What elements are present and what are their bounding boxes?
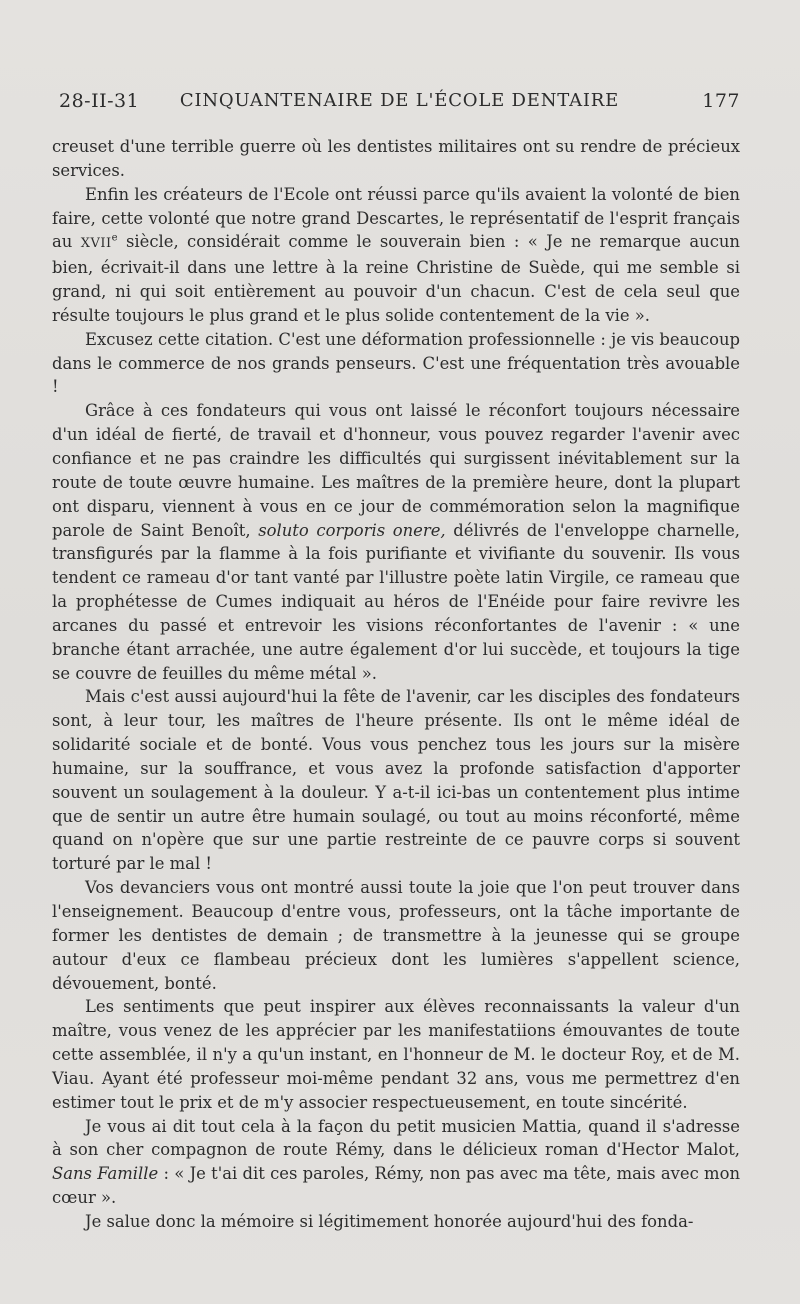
book-title: Sans Famille bbox=[52, 1164, 159, 1184]
latin-quote: soluto corporis onere, bbox=[258, 520, 446, 540]
paragraph-citation: Excusez cette citation. C'est une déformation professionnelle : je vis beaucoup dans le commerce de nos grands penseurs. C'est une fréquentation très avouable ! bbox=[52, 329, 740, 397]
header-title: CINQUANTENAIRE DE L'ÉCOLE DENTAIRE bbox=[179, 90, 620, 111]
header-date: 28-II-31 bbox=[59, 90, 140, 112]
paragraph-future: Mais c'est aussi aujourd'hui la fête de l'avenir, car les disciples des fondateurs sont, à leur tour, les maîtres de l'heure présente. Ils ont le même idéal de solidarité sociale et de bonté. Vous vous penchez tous les jours sur la misère humaine, sur la souffrance, et vous avez la profonde satisfaction d'apporter souvent un soulagement à la douleur. Y a-t-il ici-bas un contentement plus intime que de sentir un autre être humain soulagé, ou tout au moins réconforté, même quand on n'opère que sur une partie restreinte de ce pauvre corps si souvent torturé par le mal ! bbox=[52, 687, 740, 874]
page-number: 177 bbox=[702, 90, 740, 112]
century-superscript: e bbox=[111, 232, 118, 244]
paragraph-sentiments: Les sentiments que peut inspirer aux élèves reconnaissants la valeur d'un maître, vous venez de les apprécier par les manifestatiions émouvantes de toute cette assemblée, il n'y a qu'un instant, en l'honneur de M. le docteur Roy, et de M. Viau. Ayant été professeur moi-même pendant 32 ans, vous me permettrez d'en estimer tout le prix et de m'y associer respectueusement, en toute sincérité. bbox=[52, 997, 740, 1112]
paragraph-closing: Je salue donc la mémoire si légitimement honorée aujourd'hui des fonda- bbox=[85, 1211, 694, 1231]
paragraph-descartes: Enfin les créateurs de l'Ecole ont réussi parce qu'ils avaient la volonté de bien faire, cette volonté que notre grand Descartes, le représentatif de l'esprit français au XVIIe siècle, considérait comme le souverain bien : « Je ne remarque aucun bien, écrivait-il dans une lettre à la reine Christine de Suède, qui me semble si grand, ni qui soit entièrement au pouvoir d'un chacun. C'est de cela seul que résulte toujours le plus grand et le plus solide contentement de la vie ». bbox=[52, 184, 740, 325]
body-text bbox=[52, 135, 740, 1234]
century-numeral: XVII bbox=[80, 236, 112, 252]
paragraph-founders: Grâce à ces fondateurs qui vous ont laissé le réconfort toujours nécessaire d'un idéal de fierté, de travail et d'honneur, vous pouvez regarder l'avenir avec confiance et ne pas craindre les difficultés qui surgissent inévitablement sur la route de toute œuvre humaine. Les maîtres de la première heure, dont la plupart ont disparu, viennent à vous en ce jour de commémoration selon la magnifique parole de Saint Benoît, soluto corporis onere, délivrés de l'enveloppe charnelle, transfigurés par la flamme à la fois purifiante et vivifiante du souvenir. Ils vous tendent ce rameau d'or tant vanté par l'illustre poète latin Virgile, ce rameau que la prophétesse de Cumes indiquait au héros de l'Enéide pour faire revivre les arcanes du passé et entrevoir les visions réconfortantes de l'avenir : « une branche étant arrachée, une autre également d'or lui succède, et toujours la tige se couvre de feuilles du même métal ». bbox=[52, 401, 740, 683]
paragraph-continuation: creuset d'une terrible guerre où les dentistes militaires ont su rendre de précieux services. bbox=[52, 137, 740, 180]
paragraph-teaching: Vos devanciers vous ont montré aussi toute la joie que l'on peut trouver dans l'enseignement. Beaucoup d'entre vous, professeurs, ont la tâche importante de former les dentistes de demain ; de transmettre à la jeunesse qui se groupe autour d'eux ce flambeau précieux dont les lumières s'appellent science, dévouement, bonté. bbox=[52, 878, 740, 993]
paragraph-mattia: Je vous ai dit tout cela à la façon du petit musicien Mattia, quand il s'adresse à son cher compagnon de route Rémy, dans le délicieux roman d'Hector Malot, Sans Famille : « Je t'ai dit ces paroles, Rémy, non pas avec ma tête, mais avec mon cœur ». bbox=[52, 1116, 740, 1208]
